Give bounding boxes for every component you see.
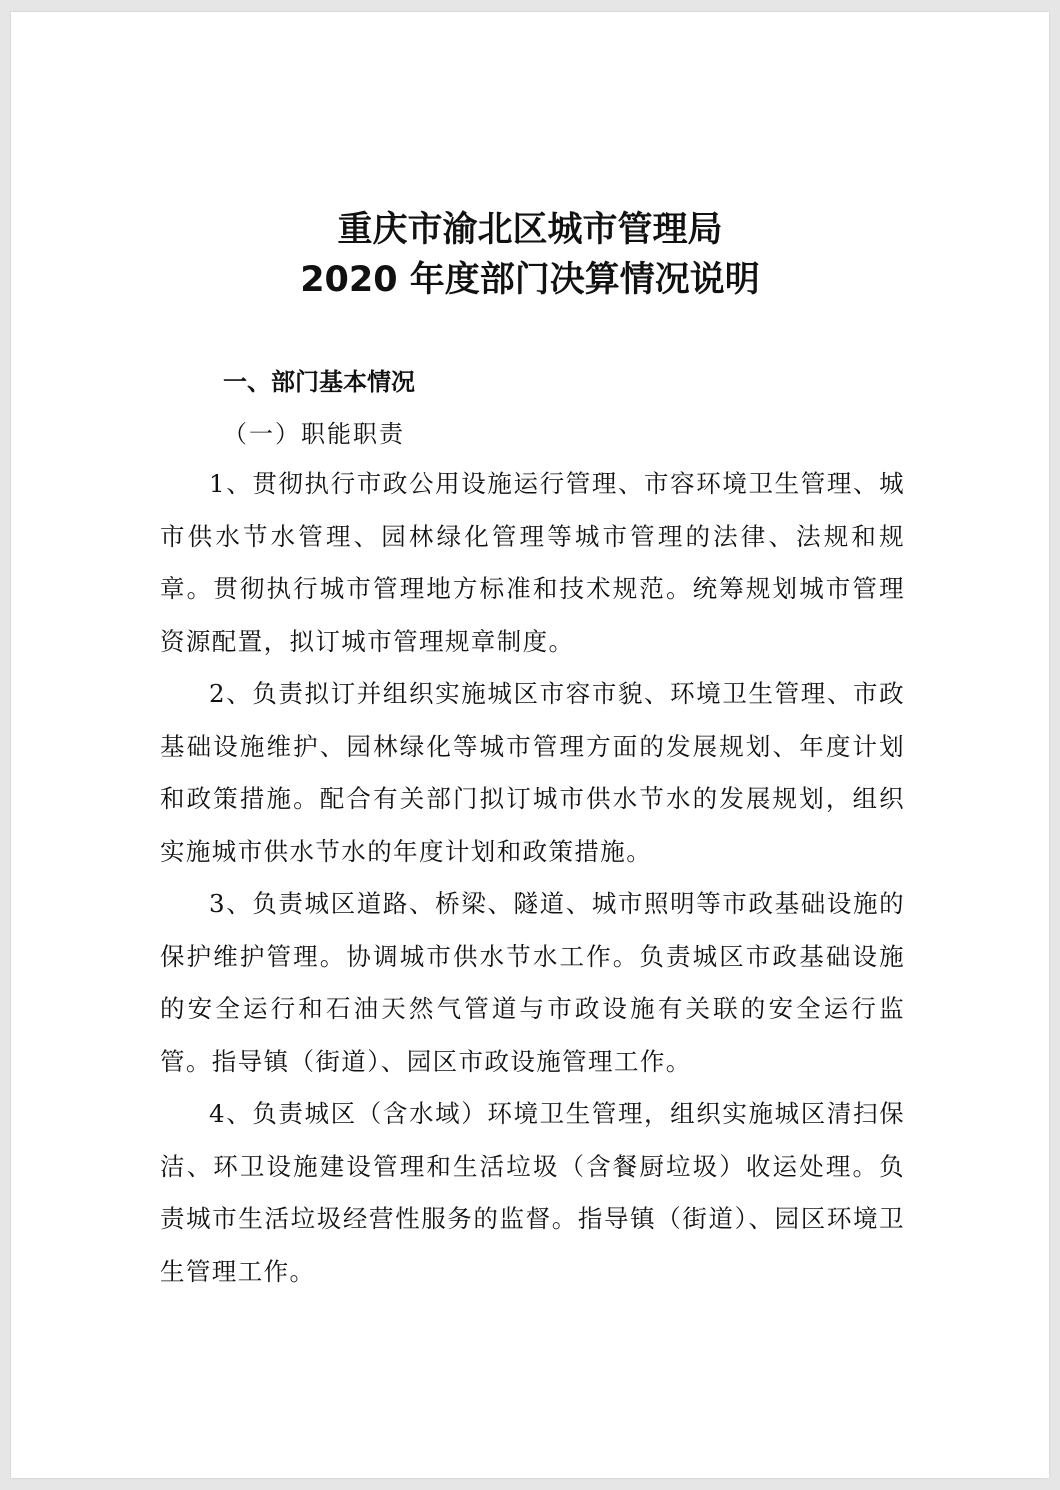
paragraph-text: 3、负责城区道路、桥梁、隧道、城市照明等市政基础设施的保护维护管理。协调城市供水节水工作。负责城区市政基础设施的安全运行和石油天然气管道与市政设施有关联的安全运行监管。指导镇（街道）、园区市政设施管理工作。 <box>160 889 905 1076</box>
document-title-line2: 2020 年度部门决算情况说明 <box>300 260 760 300</box>
subsection-heading: （一）职能职责 <box>223 420 405 448</box>
paragraph-text: 4、负责城区（含水域）环境卫生管理，组织实施城区清扫保洁、环卫设施建设管理和生活垃圾（含餐厨垃圾）收运处理。负责城市生活垃圾经营性服务的监督。指导镇（街道）、园区环境卫生管理工作。 <box>160 1099 905 1286</box>
paragraph-2 <box>160 668 905 878</box>
paragraph-text: 1、贯彻执行市政公用设施运行管理、市容环境卫生管理、城市供水节水管理、园林绿化管理等城市管理的法律、法规和规章。贯彻执行城市管理地方标准和技术规范。统筹规划城市管理资源配置，拟订城市管理规章制度。 <box>160 469 905 656</box>
document-title-line1: 重庆市渝北区城市管理局 <box>337 210 723 250</box>
paragraph-text: 2、负责拟订并组织实施城区市容市貌、环境卫生管理、市政基础设施维护、园林绿化等城市管理方面的发展规划、年度计划和政策措施。配合有关部门拟订城市供水节水的发展规划，组织实施城市供水节水的年度计划和政策措施。 <box>160 679 905 866</box>
section-heading: 一、部门基本情况 <box>223 368 415 396</box>
document-page <box>11 12 1049 1478</box>
paragraph-1 <box>160 458 905 668</box>
paragraph-3 <box>160 878 905 1088</box>
paragraph-4 <box>160 1088 905 1298</box>
